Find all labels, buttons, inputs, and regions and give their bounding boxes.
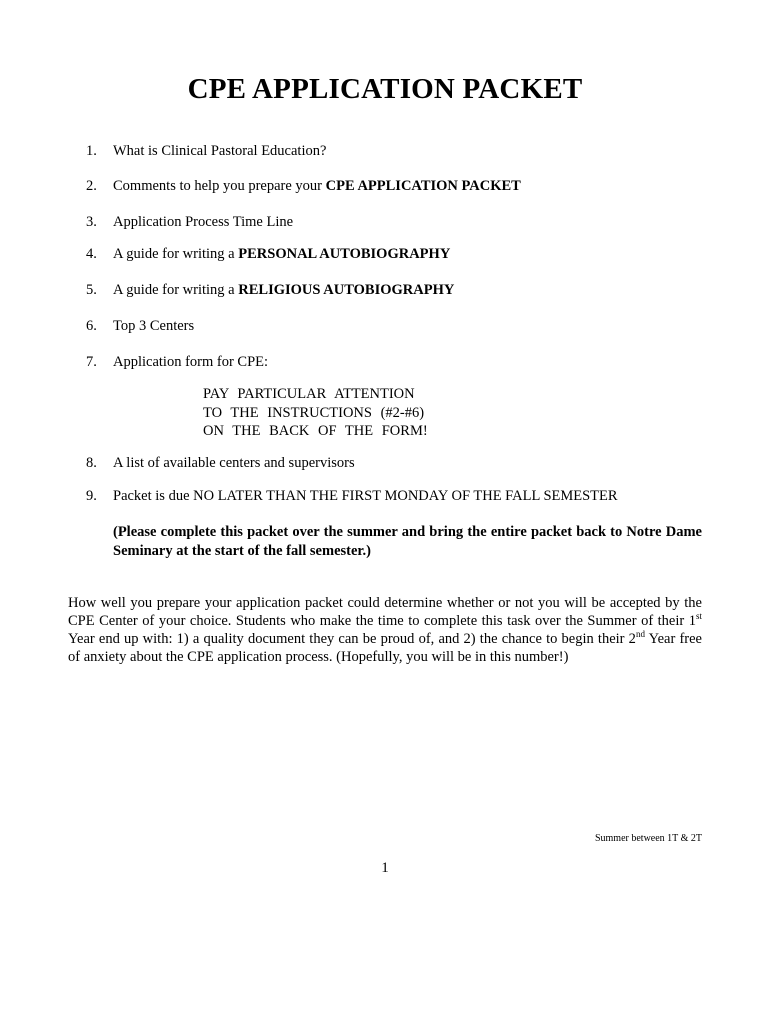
- list-item-number: 7.: [86, 354, 97, 370]
- list-item-text: Packet is due NO LATER THAN THE FIRST MONDAY OF THE FALL SEMESTER: [113, 488, 618, 504]
- list-item-text: A guide for writing a PERSONAL AUTOBIOGRAPHY: [113, 246, 451, 262]
- list-item-number: 8.: [86, 455, 97, 471]
- attention-line-1: PAY PARTICULAR ATTENTION: [203, 386, 415, 402]
- list-item-number: 9.: [86, 488, 97, 504]
- list-item-text: A guide for writing a RELIGIOUS AUTOBIOGRAPHY: [113, 282, 455, 298]
- completion-note: (Please complete this packet over the summer and bring the entire packet back to Notre Dame Seminary at the start of the fall semester.): [113, 524, 702, 559]
- list-item-emphasis: CPE APPLICATION PACKET: [325, 178, 521, 194]
- intro-paragraph: How well you prepare your application packet could determine whether or not you will be accepted by the CPE Center of your choice. Students who make the time to complete this task over the Summer of their 1st Year end up with: 1) a quality document they can be proud of, and 2) the chance to begin their 2nd Year free of anxiety about the CPE application process. (Hopefully, you will be in this number!): [68, 595, 702, 665]
- attention-notice: [203, 385, 428, 441]
- attention-line-2: TO THE INSTRUCTIONS (#2-#6): [203, 404, 425, 421]
- list-item-number: 2.: [86, 178, 97, 194]
- list-item-number: 3.: [86, 214, 97, 230]
- list-item-text: Comments to help you prepare your CPE APPLICATION PACKET: [113, 178, 521, 194]
- list-item-text: Application form for CPE:: [113, 354, 269, 370]
- list-item-text: What is Clinical Pastoral Education?: [113, 143, 327, 159]
- page-number: 1: [381, 860, 389, 876]
- list-item-number: 5.: [86, 282, 97, 298]
- list-item-text: Top 3 Centers: [113, 318, 195, 334]
- list-item-emphasis: RELIGIOUS AUTOBIOGRAPHY: [238, 282, 455, 298]
- list-item-text: Application Process Time Line: [113, 214, 294, 230]
- footer-note: Summer between 1T & 2T: [594, 833, 702, 844]
- page-title: CPE APPLICATION PACKET: [187, 73, 583, 105]
- list-item-text: A list of available centers and supervisors: [113, 455, 355, 471]
- list-item-number: 4.: [86, 246, 97, 262]
- list-item-number: 6.: [86, 318, 97, 334]
- attention-line-3: ON THE BACK OF THE FORM!: [203, 423, 428, 439]
- list-item-number: 1.: [86, 143, 97, 159]
- list-item-emphasis: PERSONAL AUTOBIOGRAPHY: [238, 246, 451, 262]
